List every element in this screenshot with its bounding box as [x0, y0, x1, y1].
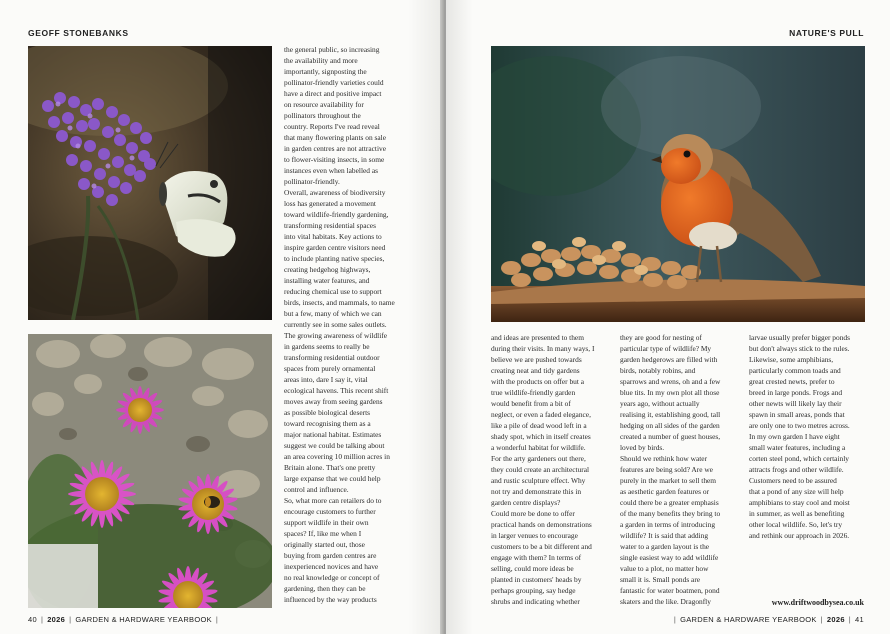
- running-head-author: GEOFF STONEBANKS: [28, 28, 129, 38]
- page-number: 40: [28, 615, 37, 624]
- fleabane-with-bee-photo: [28, 334, 272, 608]
- running-head-section: NATURE'S PULL: [789, 28, 864, 38]
- article-column-3: they are good for nesting of particular type of wildlife? My garden hedgerows are filled with birds, notably robins, and sparrows and wrens, oh and a few blue tits. In my own plot all those years ago, without actually realising it, establishing good, tall hedging on all sides of the garden created a number of guest houses, loved by birds. Should we rethink how water features are being sold? Are we purely in the market to sell them as aesthetic garden features or could there be a greater emphasis of the many benefits they bring to a garden in terms of introducing wildlife? It is said that adding water to a garden layout is the single easiest way to add wildlife value to a plot, no matter how small it is. Small ponds are fantastic for water boatmen, pond skaters and the like. Dragonfly: [620, 333, 721, 606]
- robin-on-feeder-photo: [491, 46, 865, 322]
- page-footer-right: | GARDEN & HARDWARE YEARBOOK | 2026 | 41: [673, 615, 864, 624]
- publication-name: GARDEN & HARDWARE YEARBOOK: [75, 615, 212, 624]
- article-column-1: the general public, so increasing the availability and more importantly, signposting the pollinator-friendly varieties could have a direct and positive impact on resource availability for pollinators throughout the country. Reports I've read reveal that many flowering plants on sale in garden centres are not attractive to flower-visiting insects, in some instances even when labelled as pollinator-friendly. Overall, awareness of biodiversity loss has generated a movement toward wildlife-friendly gardening, transforming residential spaces into vital habitats. Key actions to inspire garden centre visitors need to include planting native species, creating hedgehog highways, installing water features, and reducing chemical use to support birds, insects, and mammals, to name but a few, many of which we can currently see in some sales outlets. The growing awareness of wildlife in gardens seems to really be transforming residential outdoor spaces from purely ornamental areas into, dare I say it, vital ecological havens. This recent shift moves away from seeing gardens as possible biological deserts toward recognising them as a major national habitat. Estimates suggest we could be talking about an area covering 10 million acres in Britain alone. That's one pretty large expanse that we could help control and influence. So, what more can retailers do to encourage customers to further support wildlife in their own spaces? If, like me when I originally started out, those buying from garden centres are inexperienced novices and have no real knowledge or concept of gardening, then they can be influenced by the way products: [284, 45, 395, 604]
- edition-year: 2026: [826, 615, 845, 624]
- butterfly-on-verbena-photo: [28, 46, 272, 320]
- article-column-2: and ideas are presented to them during their visits. In many ways, I believe we are pushed towards creating neat and tidy gardens with the products on offer but a true wildlife-friendly garden would benefit from a bit of neglect, or even a faded elegance, like a pile of dead wood left in a shady spot, which in itself creates a wonderful habitat for wildlife. For the arty gardeners out there, they could create an architectural and rustic sculpture effect. Why not try and demonstrate this in garden centre displays? Could more be done to offer practical hands on demonstrations in larger venues to encourage customers to be a bit different and engage with them? In terms of selling, could more ideas be planted in customers' heads by perhaps grouping, say hedge shrubs and indicating whether: [491, 333, 595, 606]
- article-column-4: larvae usually prefer bigger ponds but don't always stick to the rules. Likewise, some amphibians, particularly common toads and great crested newts, prefer to breed in large ponds. Frogs and other newts will likely lay their spawn in small areas, ponds that are only one to two metres across. In my own garden I have eight small water features, including a corten steel pond, which certainly attracts frogs and other wildlife. Customers need to be assured that a pond of any size will help amphibians to stay cool and moist in summer, as well as benefiting other local wildlife. So, let's try and rethink our approach in 2026.: [749, 333, 850, 540]
- publication-name: GARDEN & HARDWARE YEARBOOK: [680, 615, 817, 624]
- page-footer-left: 40 | 2026 | GARDEN & HARDWARE YEARBOOK |: [28, 615, 219, 624]
- edition-year: 2026: [47, 615, 66, 624]
- page-number: 41: [855, 615, 864, 624]
- right-page: [446, 0, 890, 634]
- author-website: www.driftwoodbysea.co.uk: [771, 598, 864, 607]
- left-page: [0, 0, 444, 634]
